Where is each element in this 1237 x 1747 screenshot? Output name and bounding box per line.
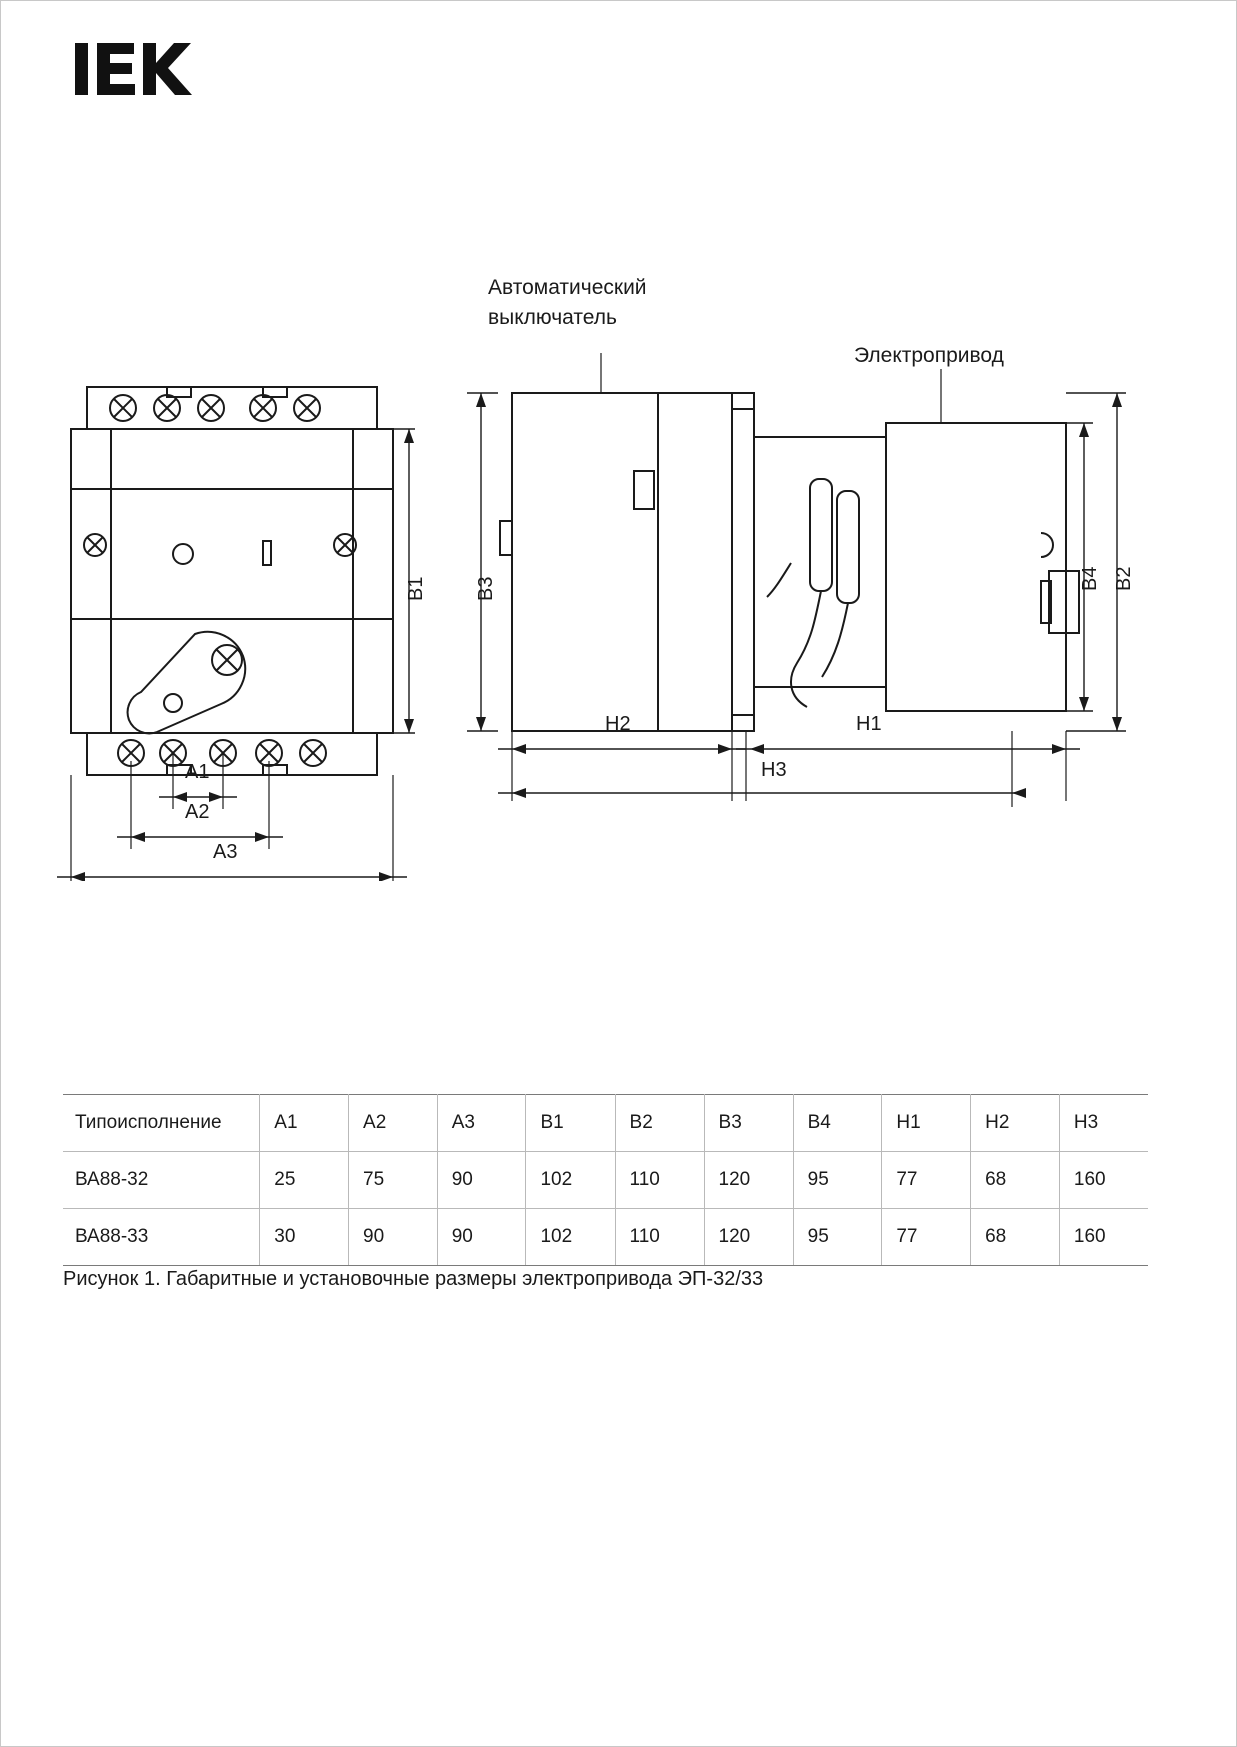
table-row: [63, 1152, 1148, 1209]
table-cell: 160: [1059, 1152, 1148, 1209]
table-header-cell: A2: [349, 1095, 438, 1152]
dimension-label-b3: B3: [475, 576, 497, 601]
label-breaker-line2: выключатель: [488, 306, 617, 329]
dimension-label-b1: B1: [405, 576, 427, 601]
table-header-cell: H1: [882, 1095, 971, 1152]
technical-drawing: [1, 241, 1237, 881]
figure-caption: Рисунок 1. Габаритные и установочные размеры электропривода ЭП-32/33: [63, 1268, 764, 1290]
dimension-label-a1: A1: [185, 761, 210, 783]
table-header-cell: A3: [437, 1095, 526, 1152]
dimension-label-h2: H2: [605, 713, 631, 735]
table-cell: 102: [526, 1152, 615, 1209]
table-header-row: [63, 1095, 1148, 1152]
table-cell-model: ВА88-32: [63, 1152, 260, 1209]
table-cell: 68: [971, 1209, 1060, 1266]
table-row: [63, 1209, 1148, 1266]
table-header-cell: B3: [704, 1095, 793, 1152]
table-cell: 120: [704, 1152, 793, 1209]
label-drive: Электропривод: [854, 344, 1004, 367]
table-cell: 160: [1059, 1209, 1148, 1266]
label-breaker-line1: Автоматический: [488, 276, 647, 299]
table-cell: 25: [260, 1152, 349, 1209]
dimension-label-b4: B4: [1079, 566, 1101, 591]
table-cell: 75: [349, 1152, 438, 1209]
table-cell: 95: [793, 1209, 882, 1266]
table-cell: 120: [704, 1209, 793, 1266]
table-cell: 102: [526, 1209, 615, 1266]
table-header-cell: Типоисполнение: [63, 1095, 260, 1152]
table-cell: 68: [971, 1152, 1060, 1209]
table-header-cell: B4: [793, 1095, 882, 1152]
table-header-cell: A1: [260, 1095, 349, 1152]
table-header-cell: H2: [971, 1095, 1060, 1152]
dimension-label-a2: A2: [185, 801, 210, 823]
dimensions-table: [63, 1094, 1148, 1266]
table-cell-model: ВА88-33: [63, 1209, 260, 1266]
table-header-cell: B2: [615, 1095, 704, 1152]
dimension-label-a3: A3: [213, 841, 238, 863]
table-cell: 90: [437, 1152, 526, 1209]
table-cell: 110: [615, 1209, 704, 1266]
dimension-label-h3: H3: [761, 759, 787, 781]
dimension-label-h1: H1: [856, 713, 882, 735]
table-header-cell: B1: [526, 1095, 615, 1152]
table-cell: 77: [882, 1209, 971, 1266]
table-header-cell: H3: [1059, 1095, 1148, 1152]
table-cell: 110: [615, 1152, 704, 1209]
dimension-label-b2: B2: [1113, 566, 1135, 591]
table-cell: 30: [260, 1209, 349, 1266]
table-cell: 95: [793, 1152, 882, 1209]
table-cell: 90: [349, 1209, 438, 1266]
iek-logo: [73, 39, 193, 101]
dimensions-table-wrapper: [63, 1094, 1148, 1266]
table-cell: 77: [882, 1152, 971, 1209]
table-cell: 90: [437, 1209, 526, 1266]
